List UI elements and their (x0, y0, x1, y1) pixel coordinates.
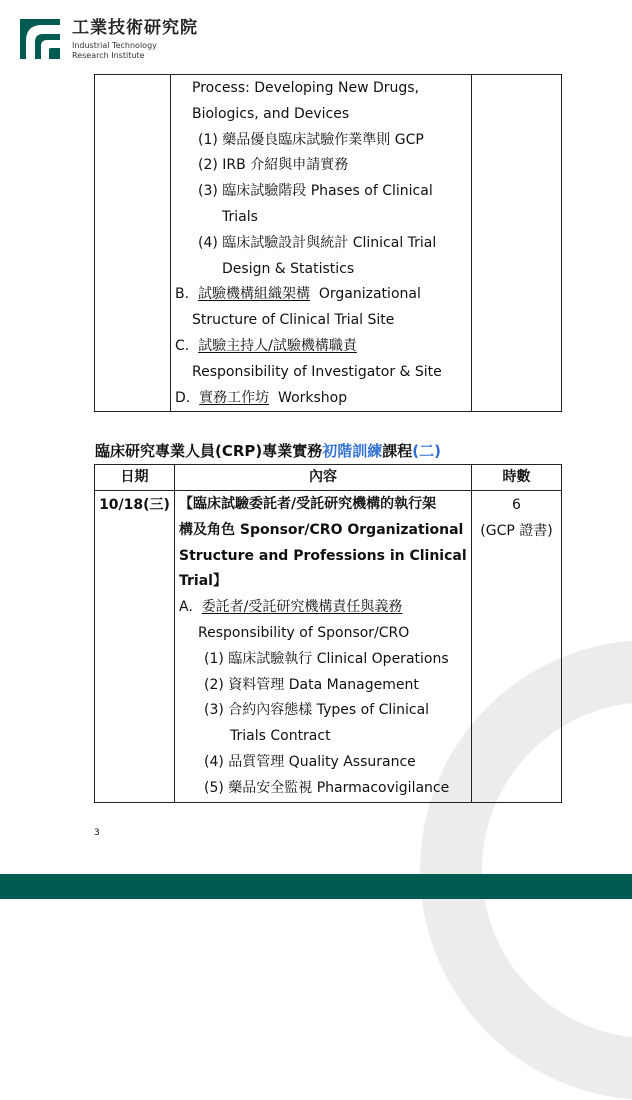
item-title-zh: 試驗機構組織架構 (197, 286, 310, 303)
item-title-en: Organizational (318, 286, 421, 303)
course-table-continued (94, 74, 562, 412)
background-arc-gap (575, 820, 632, 880)
hours-note: (GCP 證書) (480, 523, 553, 539)
header-hours: 時數 (472, 465, 562, 491)
table-header-row (95, 465, 562, 491)
table-row (95, 75, 562, 412)
content-line: (3) 合約內容態樣 Types of Clinical (204, 702, 430, 719)
content-line: Process: Developing New Drugs, (192, 80, 420, 96)
date-cell (95, 491, 175, 803)
session-title-line: 【臨床試驗委託者/受託研究機構的執行架 (179, 496, 437, 512)
section-title-suffix: 課程 (382, 442, 413, 460)
content-line: Responsibility of Investigator & Site (192, 363, 442, 380)
section-title-main: 臨床研究專業人員(CRP)專業實務 (95, 442, 323, 460)
org-name-en-line1: Industrial Technology (72, 41, 157, 50)
session-title-line: 構及角色 Sponsor/CRO Organizational (179, 521, 464, 538)
content-item-c (171, 334, 471, 360)
item-title-zh: 試驗主持人/試驗機構職責 (198, 337, 357, 354)
content-line: (2) 資料管理 Data Management (204, 676, 419, 693)
content-line: Biologics, and Devices (192, 105, 350, 122)
content-item-a (179, 595, 471, 621)
org-name-en-line2: Research Institute (72, 51, 145, 60)
content-line: (4) 品質管理 Quality Assurance (204, 753, 416, 770)
section-title-number: (二) (412, 442, 442, 460)
footer-bar (0, 874, 632, 899)
content-line: (1) 藥品優良臨床試驗作業準則 GCP (198, 131, 424, 148)
hours-cell (472, 491, 562, 803)
header-date: 日期 (95, 465, 175, 491)
date-cell-empty (95, 75, 171, 412)
item-letter: B. (175, 286, 190, 303)
content-item-b (171, 282, 471, 308)
course-table (94, 464, 562, 803)
section-title-accent: 初階訓練 (322, 442, 383, 460)
item-letter: D. (175, 389, 191, 406)
content-line: Structure of Clinical Trial Site (192, 312, 395, 329)
org-name-block (72, 18, 198, 61)
hours-cell-empty (472, 75, 562, 412)
session-title-line: Trial】 (179, 573, 227, 590)
item-title-zh: 委託者/受託研究機構責任與義務 (201, 599, 403, 616)
itri-logo-icon (20, 19, 60, 59)
item-title-zh: 實務工作坊 (199, 389, 270, 406)
session-title-line: Structure and Professions in Clinical (179, 547, 467, 564)
section-title (95, 440, 441, 461)
item-title-en: Workshop (278, 389, 348, 406)
content-line: (4) 臨床試驗設計與統計 Clinical Trial (198, 234, 437, 251)
org-name-zh: 工業技術研究院 (72, 18, 198, 38)
content-item-d (171, 386, 471, 412)
content-cell (175, 491, 472, 803)
table-row (95, 491, 562, 803)
hours-value: 6 (512, 497, 521, 513)
content-line: Design & Statistics (222, 260, 355, 277)
content-line: (2) IRB 介紹與申請實務 (198, 157, 349, 174)
content-line: Trials (222, 208, 258, 225)
content-line: Responsibility of Sponsor/CRO (198, 624, 410, 641)
content-cell (171, 75, 472, 412)
session-date: 10/18(三) (99, 497, 170, 513)
page-number: 3 (94, 828, 100, 838)
content-line: Trials Contract (230, 728, 331, 745)
item-letter: A. (179, 599, 193, 616)
content-line: (5) 藥品安全監視 Pharmacovigilance (204, 779, 450, 796)
header-content: 內容 (175, 465, 472, 491)
content-line: (3) 臨床試驗階段 Phases of Clinical (198, 183, 433, 200)
content-line: (1) 臨床試驗執行 Clinical Operations (204, 650, 449, 667)
item-letter: C. (175, 337, 190, 354)
